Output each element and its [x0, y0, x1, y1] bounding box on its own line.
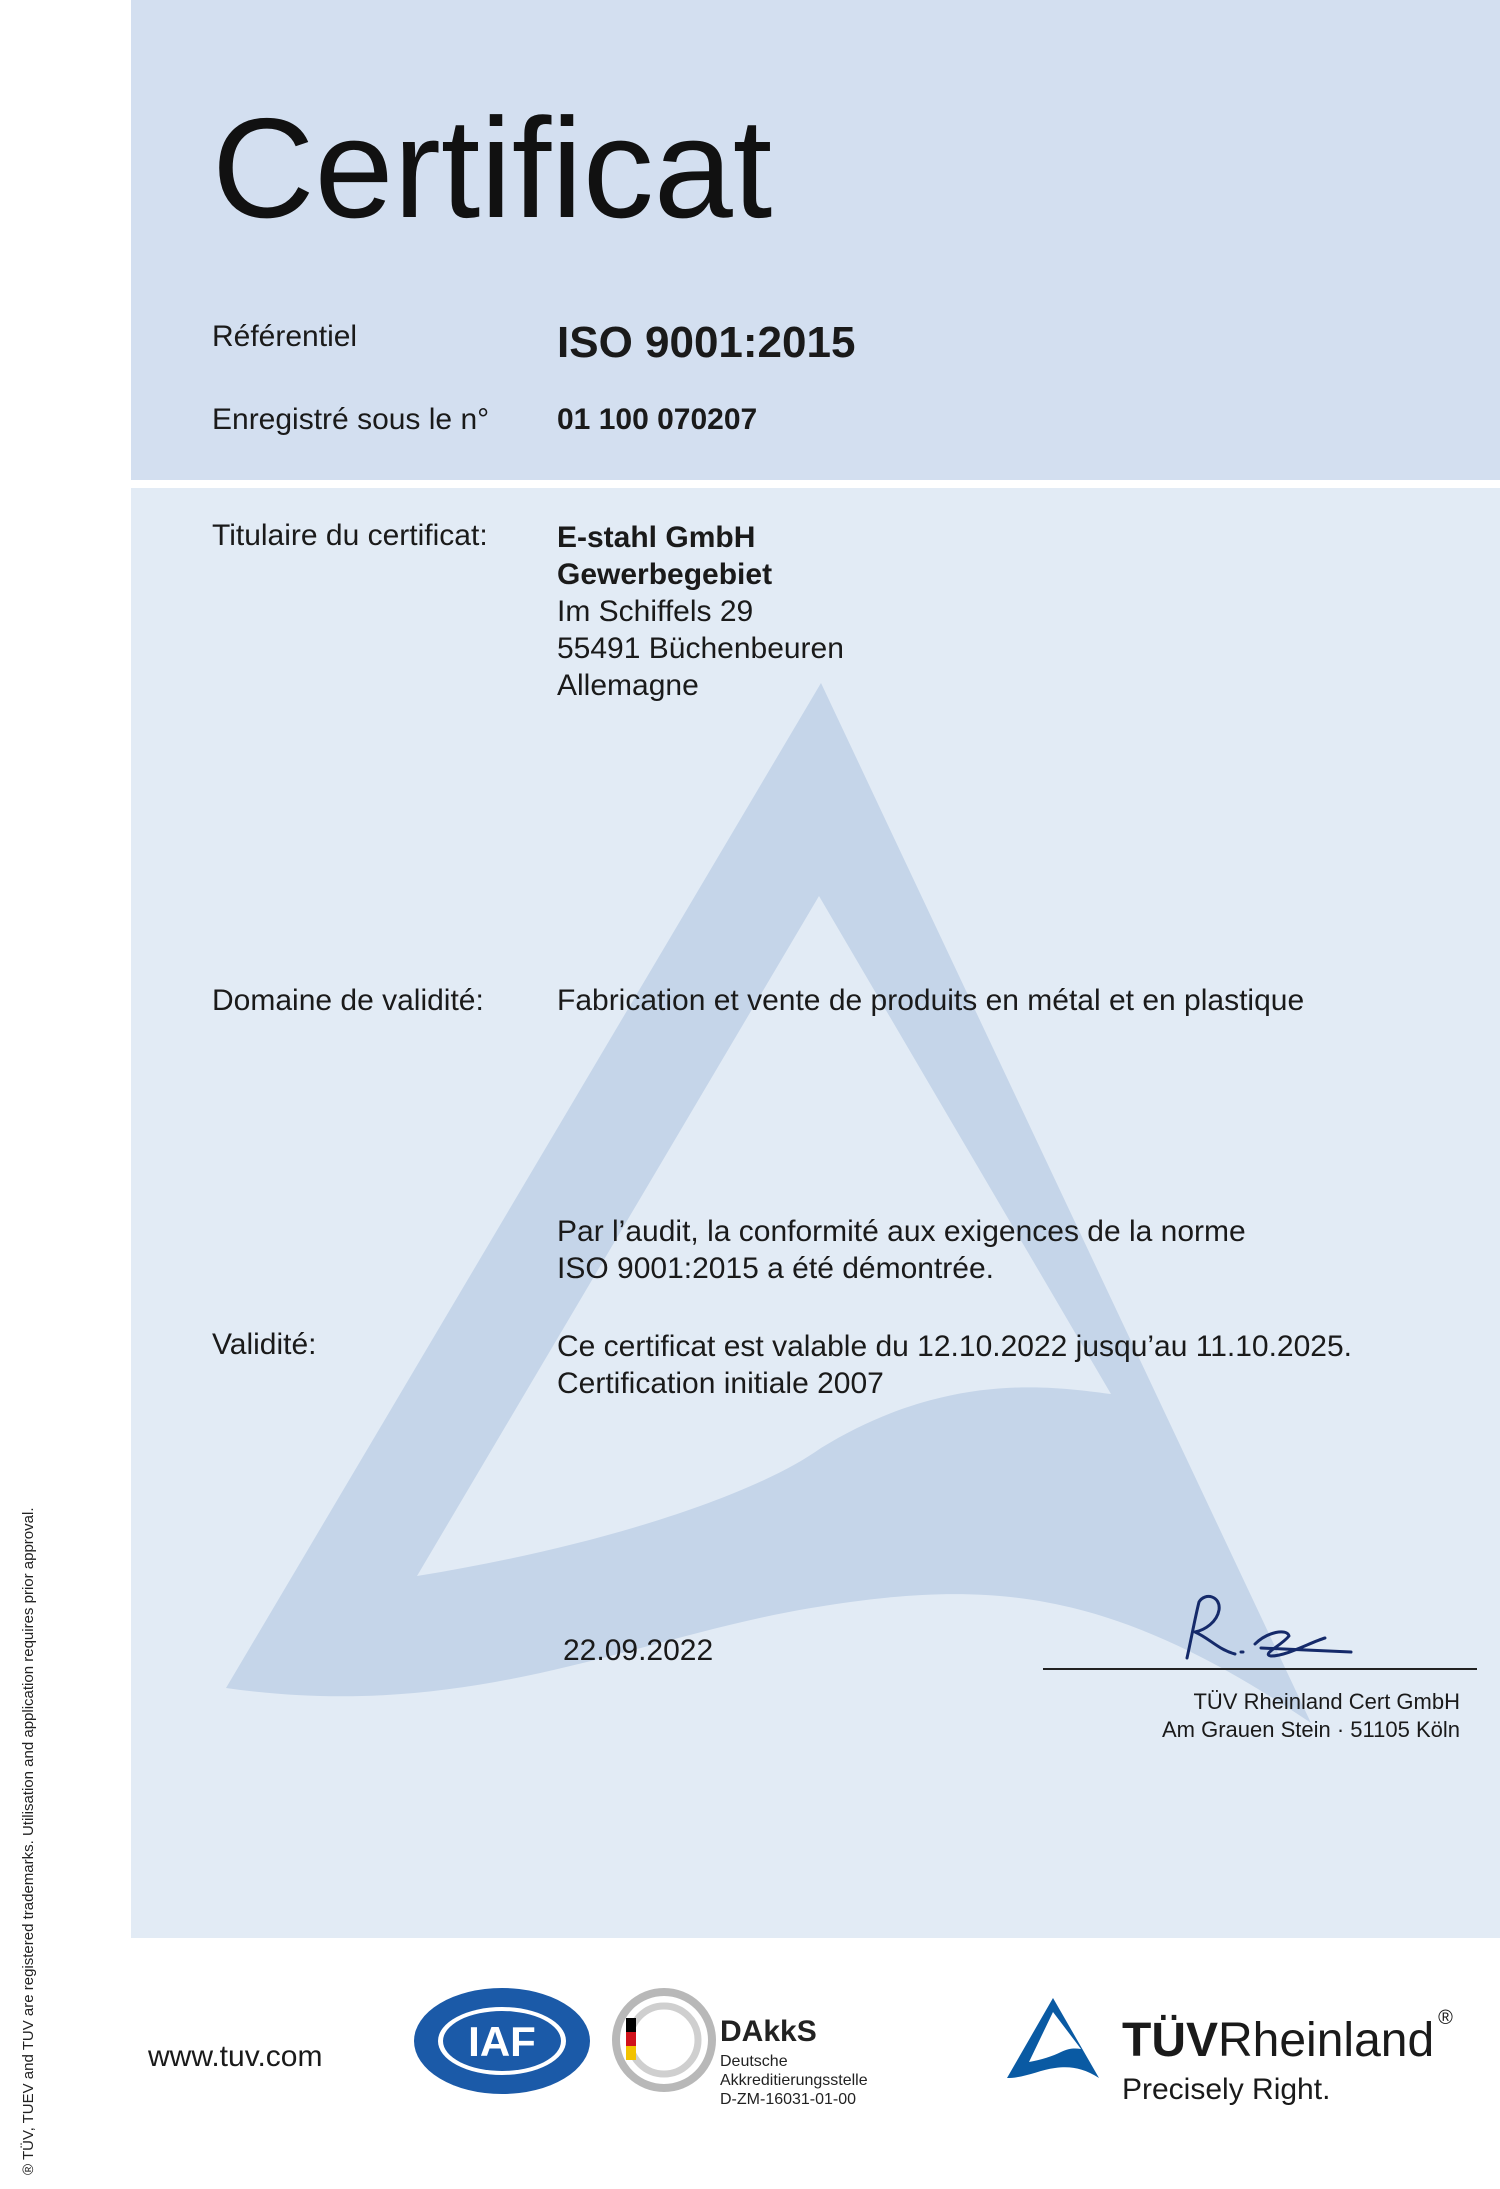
issuer-block — [1162, 1688, 1460, 1744]
dakks-line-1: Deutsche — [720, 2053, 788, 2070]
issuer-name: TÜV Rheinland Cert GmbH — [1193, 1689, 1460, 1714]
dakks-details — [720, 2052, 868, 2109]
tuv-wordmark-rest: Rheinland — [1218, 2014, 1435, 2067]
trademark-note — [0, 0, 40, 2189]
validity-period: Ce certificat est valable du 12.10.2022 jusqu’au 11.10.2025. — [557, 1330, 1352, 1363]
dakks-line-3: D-ZM-16031-01-00 — [720, 2091, 857, 2108]
issue-date: 22.09.2022 — [563, 1634, 714, 1667]
footer-url: www.tuv.com — [148, 2040, 323, 2073]
holder-street: Im Schiffels 29 — [557, 595, 754, 628]
standard-label: Référentiel — [212, 320, 358, 353]
validity-label: Validité: — [212, 1328, 317, 1361]
audit-statement-line-2: ISO 9001:2015 a été démontrée. — [557, 1252, 994, 1285]
scope-label: Domaine de validité: — [212, 984, 484, 1017]
audit-statement-line-1: Par l’audit, la conformité aux exigences de la norme — [557, 1215, 1246, 1248]
audit-statement — [557, 1213, 1246, 1287]
holder-country: Allemagne — [557, 669, 699, 702]
holder-city: 55491 Büchenbeuren — [557, 632, 844, 665]
iaf-text: IAF — [468, 2018, 536, 2065]
iaf-logo — [412, 1986, 592, 2096]
registered-mark: ® — [1438, 2007, 1453, 2029]
dakks-line-2: Akkreditierungsstelle — [720, 2072, 868, 2089]
signature — [1175, 1588, 1365, 1670]
tuv-triangle-logo — [1005, 1996, 1101, 2082]
validity-text — [557, 1328, 1352, 1402]
initial-certification: Certification initiale 2007 — [557, 1367, 884, 1400]
holder-area: Gewerbegebiet — [557, 558, 773, 591]
certificate-title: Certificat — [212, 89, 773, 248]
holder-label: Titulaire du certificat: — [212, 519, 488, 552]
trademark-note-text: ® TÜV, TUEV and TUV are registered trademarks. Utilisation and application requires prior approval. — [20, 1507, 37, 2175]
dakks-name: DAkkS — [720, 2015, 817, 2048]
dakks-emblem — [612, 1988, 717, 2093]
registration-label: Enregistré sous le n° — [212, 403, 490, 436]
registration-value: 01 100 070207 — [557, 403, 758, 436]
standard-value: ISO 9001:2015 — [557, 318, 856, 367]
holder-company: E-stahl GmbH — [557, 521, 756, 554]
scope-value: Fabrication et vente de produits en métal et en plastique — [557, 984, 1305, 1017]
signature-line — [1043, 1668, 1477, 1670]
tuv-wordmark — [1122, 2007, 1453, 2068]
tuv-slogan: Precisely Right. — [1122, 2073, 1331, 2106]
tuv-wordmark-bold: TÜV — [1122, 2014, 1218, 2067]
issuer-address: Am Grauen Stein · 51105 Köln — [1162, 1717, 1460, 1742]
holder-address — [557, 519, 844, 704]
